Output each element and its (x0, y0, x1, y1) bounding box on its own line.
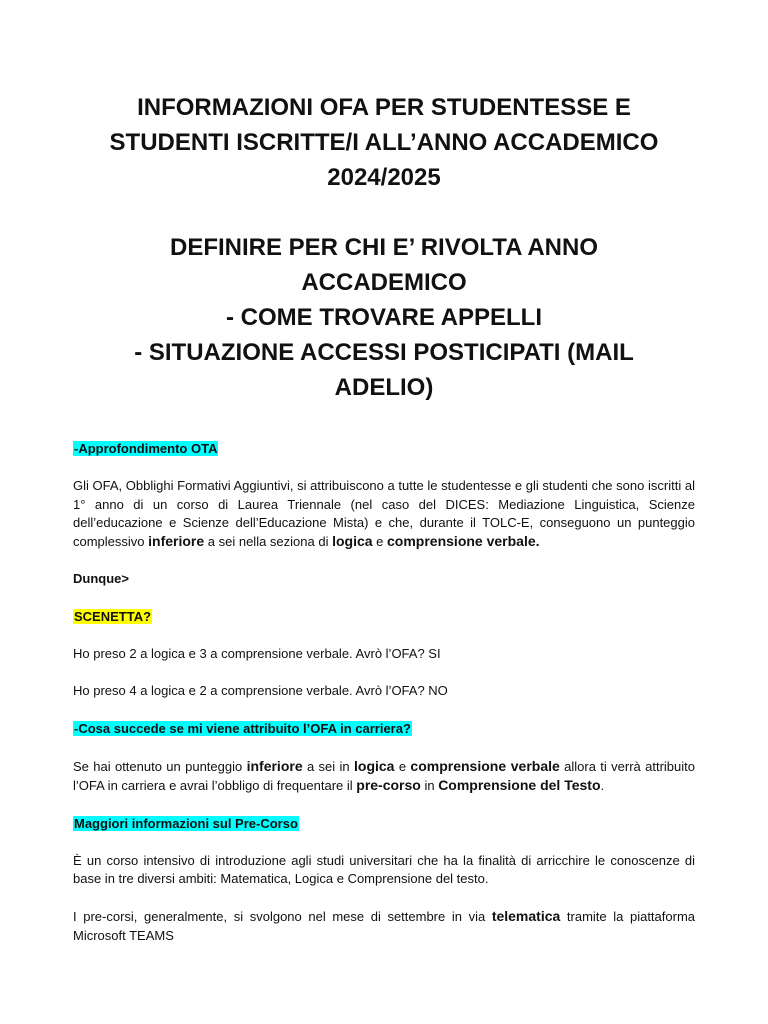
highlighted-heading: -Approfondimento OTA (74, 441, 218, 456)
title-line: ADELIO) (334, 374, 434, 401)
text-run: in (420, 778, 439, 794)
teams-paragraph (73, 907, 695, 945)
example-paragraph: Ho preso 4 a logica e 2 a comprensione verbale. Avrò l’OFA? NO (73, 683, 448, 699)
section-heading-scenetta (73, 608, 695, 626)
text-run: e (372, 534, 388, 550)
dunque-label: Dunque> (73, 571, 129, 587)
bold-text: logica (332, 533, 373, 550)
text-run: I pre-corsi, generalmente, si svolgono nel mese di settembre in via (73, 909, 492, 925)
document-body (73, 440, 695, 964)
text-run: allora ti verrà attribuito l’OFA in carriera e avrai l’obbligo di frequentare il (73, 758, 695, 794)
title-line: DEFINIRE PER CHI E’ RIVOLTA ANNO (169, 234, 599, 261)
highlighted-heading: -Cosa succede se mi viene attribuito l’OFA in carriera? (74, 720, 411, 736)
title-line: INFORMAZIONI OFA PER STUDENTESSE E (137, 94, 631, 121)
bold-text: pre-corso (356, 777, 421, 794)
title-line: - SITUAZIONE ACCESSI POSTICIPATI (MAIL (134, 339, 634, 366)
precorso-paragraph: È un corso intensivo di introduzione agli studi universitari che ha la finalità di arricchire le conoscenze di base in tre diversi ambiti: Matematica, Logica e Comprensione del testo. (73, 852, 695, 887)
text-run: e (394, 758, 411, 774)
title-line: 2024/2025 (327, 164, 441, 191)
example-paragraph: Ho preso 2 a logica e 3 a comprensione verbale. Avrò l’OFA? SI (73, 646, 441, 662)
highlighted-heading: Maggiori informazioni sul Pre-Corso (74, 815, 298, 831)
bold-text: logica (354, 757, 395, 774)
bold-text: comprensione verbale. (387, 533, 540, 550)
title-line: ACCADEMICO (301, 269, 467, 296)
section-heading-precorso (73, 815, 695, 833)
bold-text: inferiore (246, 757, 303, 774)
text-run: a sei nella seziona di (204, 534, 333, 550)
document-title (60, 90, 708, 405)
bold-text: Comprensione del Testo (438, 777, 601, 794)
text-run: . (600, 778, 605, 794)
section-heading-carriera (73, 720, 695, 738)
intro-paragraph (73, 477, 695, 551)
title-line: STUDENTI ISCRITTE/I ALL’ANNO ACCADEMICO (109, 129, 659, 156)
bold-text: comprensione verbale (410, 757, 560, 774)
section-heading-approfondimento (73, 440, 695, 458)
text-run: Se hai ottenuto un punteggio (73, 758, 247, 774)
highlighted-heading: SCENETTA? (74, 608, 152, 624)
text-run: a sei in (302, 758, 354, 774)
bold-text: inferiore (148, 533, 205, 550)
title-line: - COME TROVARE APPELLI (225, 304, 542, 331)
text-run: tramite la piattaforma Microsoft TEAMS (73, 909, 695, 943)
carriera-paragraph (73, 757, 695, 796)
text-run: Gli OFA, Obblighi Formativi Aggiuntivi, si attribuiscono a tutte le studentesse e gli studenti che sono iscritti al 1° anno di un corso di Laurea Triennale (nel caso del DICES: Mediazione Linguistica, Scienze dell’educazione e Scienze dell’Educazione Mista) e che, durante il TOLC-E, conseguono un punteggio complessivo (73, 478, 695, 550)
bold-text: telematica (491, 908, 561, 925)
